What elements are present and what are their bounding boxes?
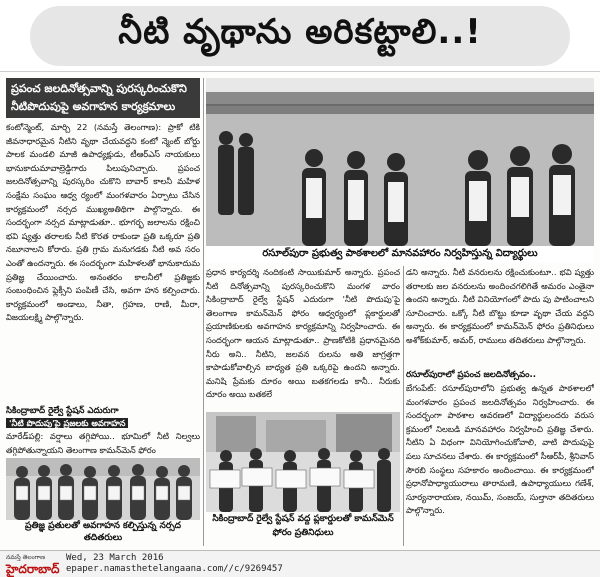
footer xyxy=(0,550,600,577)
photo-human-chain xyxy=(206,78,594,246)
headline: నీటి వృథాను అరికట్టాలి..! xyxy=(30,6,570,66)
human-chain-image xyxy=(206,78,594,246)
column-rule-2 xyxy=(403,266,404,546)
placards-image xyxy=(206,412,400,512)
article-column-3: డని అన్నారు. నీటి వనరులను రక్షించుకుంటూ.. భవి ష్యత్తు తరాలకు జల వనరులను అందించగలిగితే అమరం ఎంతైనా ఉందని అన్నారు. నీటి వినియోగంలో పొదు పు పాటించాలని సూచించారు. ఒక్కో నీటి బొట్టు కూడా వృథా చేయ వద్దని అన్నారు. ఈ కార్యక్రమంలో కామన్‌మెన్ ఫోరం ప్రతినిధులు అశోక్‌కుమార్, అమర్, రాములు తదితరులు పాల్గొన్నారు. xyxy=(406,267,594,345)
caption-human-chain: రసూల్‌పురా ప్రభుత్వ పాఠశాలలో మానవహారం నిర్వహిస్తున్న విద్యార్థులు xyxy=(206,246,594,262)
newspaper-logo[interactable] xyxy=(6,554,60,576)
column-rule-1 xyxy=(203,78,204,546)
section-label-rasoolpura: రసూల్‌పురాలో ప్రపంచ జలదినోత్సవం.. xyxy=(406,370,537,380)
caption-placards: సికింద్రాబాద్ రైల్వే స్టేషన్ వద్ద ప్లకార్డులతో కామన్‌మెన్ ఫోరం ప్రతినిధులు xyxy=(212,514,394,538)
article-column-1b: మారేడ్‌పల్లి: వర్షాలు తగ్గిపోయి.. భూమిలో నీటి నిల్వలు తగ్గిపోతున్నాయని తెలంగాణ కామన్‌మెన్ ఫోరం xyxy=(6,431,200,455)
sub-headline: ప్రపంచ జలదినోత్సవాన్ని పురస్కరించుకొని నీటిపొదుపుపై అవగాహన కార్యక్రమాలు xyxy=(6,78,200,118)
section-label-secunderabad: సికింద్రాబాద్ రైల్వే స్టేషన్ ఎదురుగా xyxy=(6,406,119,416)
article-column-2: ప్రధాన కార్యదర్శి నందికంటి సాయికుమార్ అన్నారు. ప్రపంచ నీటి దినోత్సవాన్ని పురస్కరించుకొని మంగళ వారం సికింద్రాబాద్ రైల్వే స్టేషన్ ఎదురుగా 'నీటి పొదుపు'పై తెలంగాణ కామన్‌మెన్ ఫోరం ఆధ్వర్యంలో ప్లకార్డులతో ప్రయాణికులకు అవగాహన కార్యక్రమాన్ని నిర్వహించారు. ఈ సందర్భంగా ఆయన మాట్లాడుతూ.. ప్రాణకోటికి ప్రధానమైనది నీరు అని.. నీటిని, జలవన రులను అతి జాగ్రత్తగా కాపాడుకోవాల్సిన బాధ్యత ప్రతి ఒక్కరిపై ఉందని అన్నారు. మనిషి ప్రేమకు దూరం అయి బతకగలడు కానీ.. నీరుకు దూరం అయి బతకలే xyxy=(206,267,400,400)
headline-bar xyxy=(0,0,600,72)
logo-big-text: హైదరాబాద్ xyxy=(6,562,60,576)
epaper-url[interactable]: epaper.namasthetelangaana.com//c/9269457 xyxy=(66,564,283,574)
edition-date: Wed, 23 March 2016 xyxy=(66,553,164,563)
article-column-1: కంటోన్మెంట్, మార్చి 22 (నమస్తే తెలంగాణ): ప్రాకో టికి జీవనాధారమైన నీటిని వృథా చేయవద్దని కంటో న్మెంట్ బోర్డు పాలక మండలి మాజీ ఉపాధ్యక్షుడు, టీఆర్ఎస్ నాయకులు భానుకాదుమావాల్రెడ్డిగారు పిలుపునిచ్చారు. ప్రపంచ జలదినోత్సవాన్ని పురస్కరిం చుకొని బావార్ కాలనీ మహిళ సంక్షేమ సంఘం ఆధ్వ ర్యంలో మంగళవారం ఏర్పాటు చేసిన కార్యక్రమంలో నర్సద ముఖ్యఅతిథిగా పాల్గొన్నారు. ఈ సందర్భంగా నర్సద మాట్లాడుతూ.. భూగర్భ జలాలను రక్షించి భవి ష్యత్తు తరాలకు నీటి కొరత రాకుండా ప్రతి ఒక్కరూ ప్రతి నబూనాలని కోరారు. ప్రతి గ్రామ మనుగడకు నీటి అవ సరం ఎంతో ఉందన్నారు. ఈ సందర్భంగా మహిళలతో భానుకాదుమ ప్రతిజ్ఞ చేయించారు. అనంతరం కాలనీలో ప్రతిజ్ఞకు సంబంధించిన ఫ్లెక్సీని పంపిణీ చేసి, అవగా హన కల్పించారు. కార్యక్రమంలో అండాలు, నీతా, గ్రహణ, రాణి, మీరా, విజయలక్ష్మి పాల్గొన్నారు. xyxy=(6,122,200,323)
quote-tag: 'నీటి పొదుపు'పై ప్రజలకు అవగాహన xyxy=(6,418,128,428)
article-column-3b: బేగంపేట్: రసూల్‌పురాలోని ప్రభుత్వ ఉన్నత పాఠశాలలో మంగళవారం ప్రపంచ జలదినోత్సవం నిర్వహించారు. ఈ సందర్భంగా పాఠశాల ఆవరణలో విద్యార్థులందరు వరుస క్రమంలో నిలబడి మానవహారం నిర్వహించి ప్రతిజ్ఞ చేశారు. నీటిని ఏ విధంగా వినియోగించుకోవాలి, వాటి పొదుపుపై పలు సూచనలు చేశారు. ఈ కార్యక్రమంలో సీఆర్‌పీ, శ్రీనివాస్ సౌరబి సంస్థలు సహకారం అందించాయి. ఈ కార్యక్రమంలో ప్రధానోపాధ్యాయురాలు తారామణి, ఉపాధ్యాయులు గణేశ్, సూర్యనారాయణ, నయిమ్, సంజయ్, సుల్తానా తదితరులు పాల్గొన్నారు. xyxy=(406,383,594,516)
caption-women-pledge: ప్రతిజ్ఞ ప్రతులతో అవగాహన కల్పిస్తున్న నర్సద తదితరులు xyxy=(24,521,182,543)
quote-line xyxy=(6,416,200,430)
photo-placards xyxy=(206,412,400,512)
logo-small-text: నమస్తే తెలంగాణ xyxy=(6,554,46,561)
women-pledge-image xyxy=(6,458,200,520)
photo-women-pledge xyxy=(6,458,200,520)
